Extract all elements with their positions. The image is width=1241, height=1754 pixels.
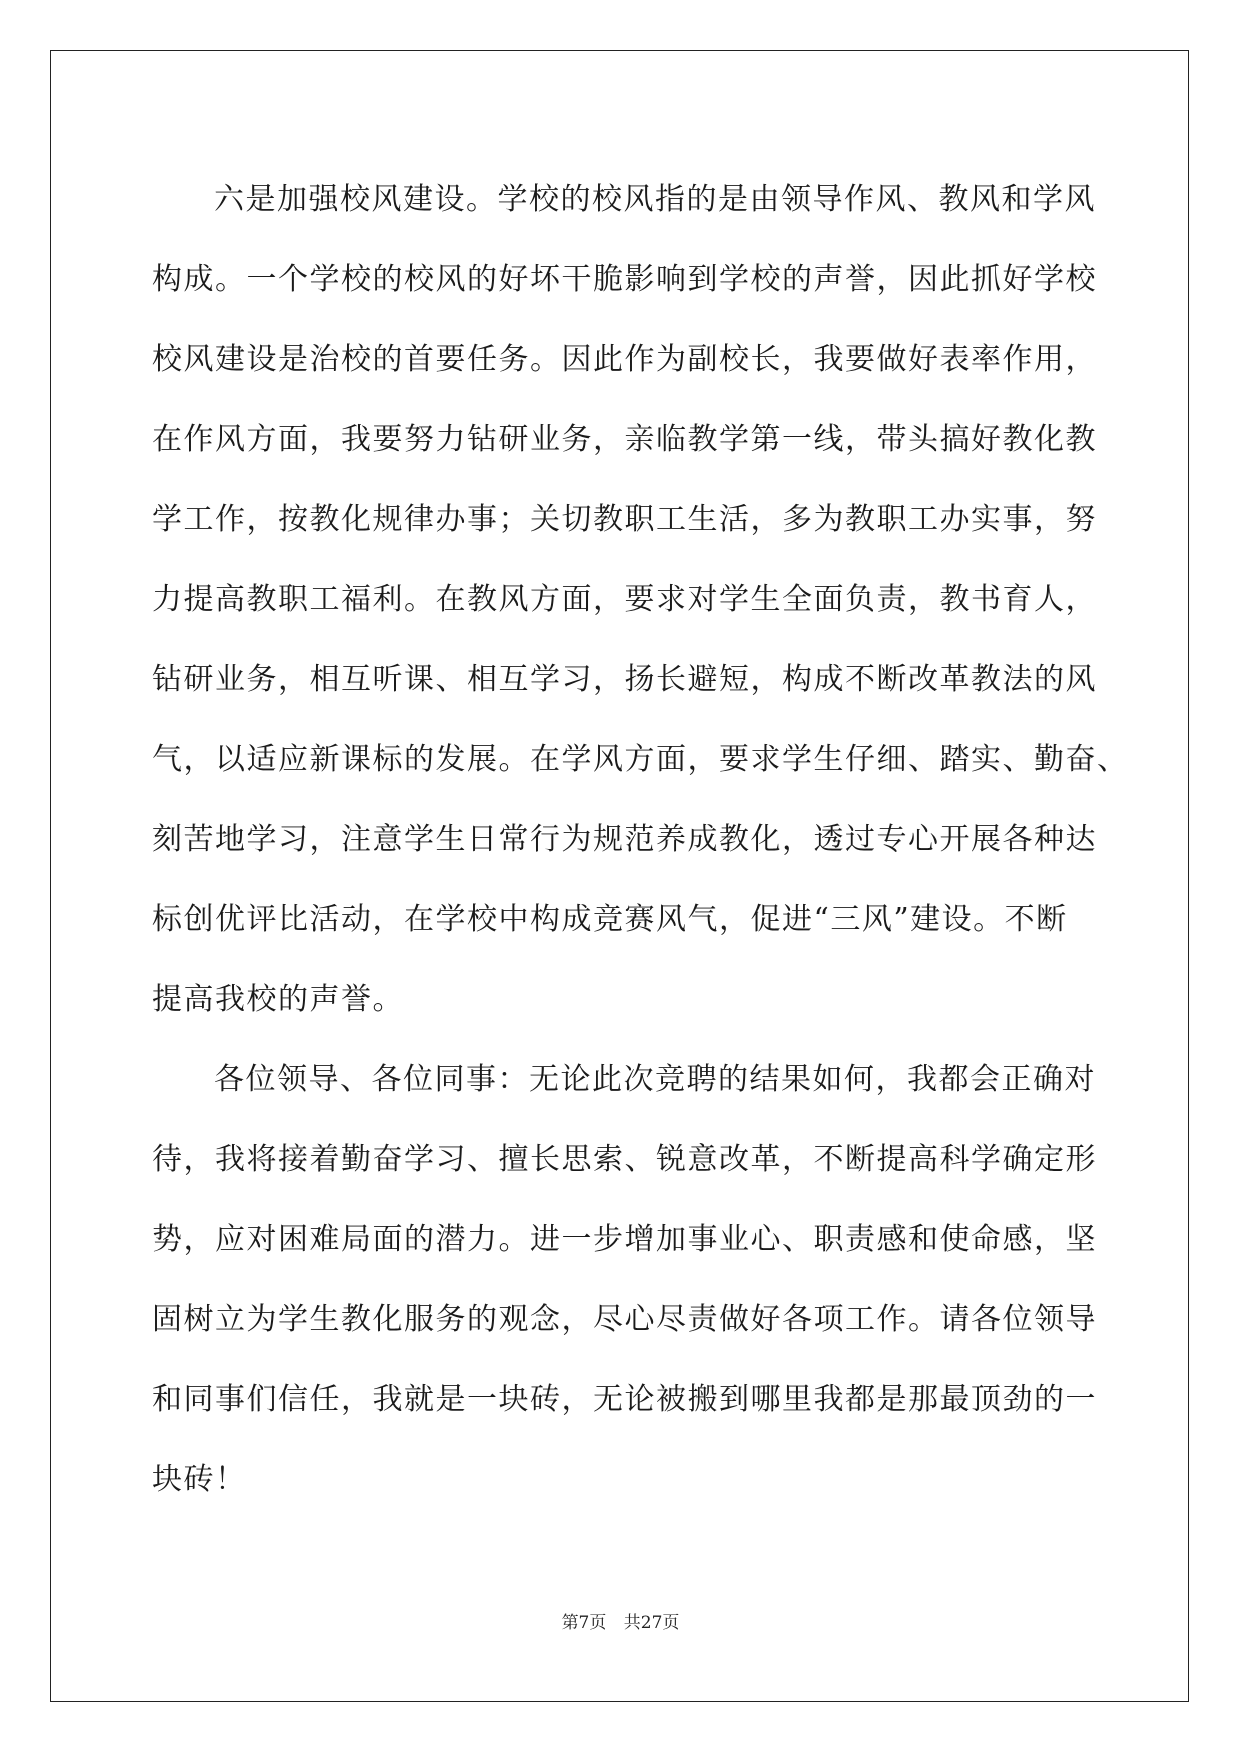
text-line: 在作风方面，我要努力钻研业务，亲临教学第一线，带头搞好教化教 [152,422,1097,457]
text-line: 待，我将接着勤奋学习、擅长思索、锐意改革，不断提高科学确定形 [152,1142,1097,1177]
text-line: 提高我校的声誉。 [152,982,404,1017]
text-line: 块砖！ [152,1462,247,1497]
text-line: 钻研业务，相互听课、相互学习，扬长避短，构成不断改革教法的风 [152,662,1097,697]
paragraph-1 [152,160,1129,1040]
text-line: 固树立为学生教化服务的观念，尽心尽责做好各项工作。请各位领导 [152,1302,1097,1337]
text-line: 势，应对困难局面的潜力。进一步增加事业心、职责感和使命感，坚 [152,1222,1097,1257]
text-line: 气，以适应新课标的发展。在学风方面，要求学生仔细、踏实、勤奋、 [152,742,1129,777]
page-footer [0,1613,1241,1633]
paragraph-2 [152,1040,1097,1520]
page-number: 第7页 [561,1613,607,1633]
text-line: 构成。一个学校的校风的好坏干脆影响到学校的声誉，因此抓好学校 [152,262,1097,297]
text-line: 校风建设是治校的首要任务。因此作为副校长，我要做好表率作用， [152,342,1097,377]
text-line: 各位领导、各位同事：无论此次竞聘的结果如何，我都会正确对 [214,1062,1096,1097]
page-total: 共27页 [623,1613,680,1633]
text-line: 六是加强校风建设。学校的校风指的是由领导作风、教风和学风 [214,182,1096,217]
text-line: 和同事们信任，我就是一块砖，无论被搬到哪里我都是那最顶劲的一 [152,1382,1097,1417]
text-line: 学工作，按教化规律办事；关切教职工生活，多为教职工办实事，努 [152,502,1097,537]
text-line: 刻苦地学习，注意学生日常行为规范养成教化，透过专心开展各种达 [152,822,1097,857]
text-line: 标创优评比活动，在学校中构成竞赛风气，促进“三风”建设。不断 [152,902,1068,937]
text-line: 力提高教职工福利。在教风方面，要求对学生全面负责，教书育人， [152,582,1097,617]
document-body [152,160,1129,1520]
